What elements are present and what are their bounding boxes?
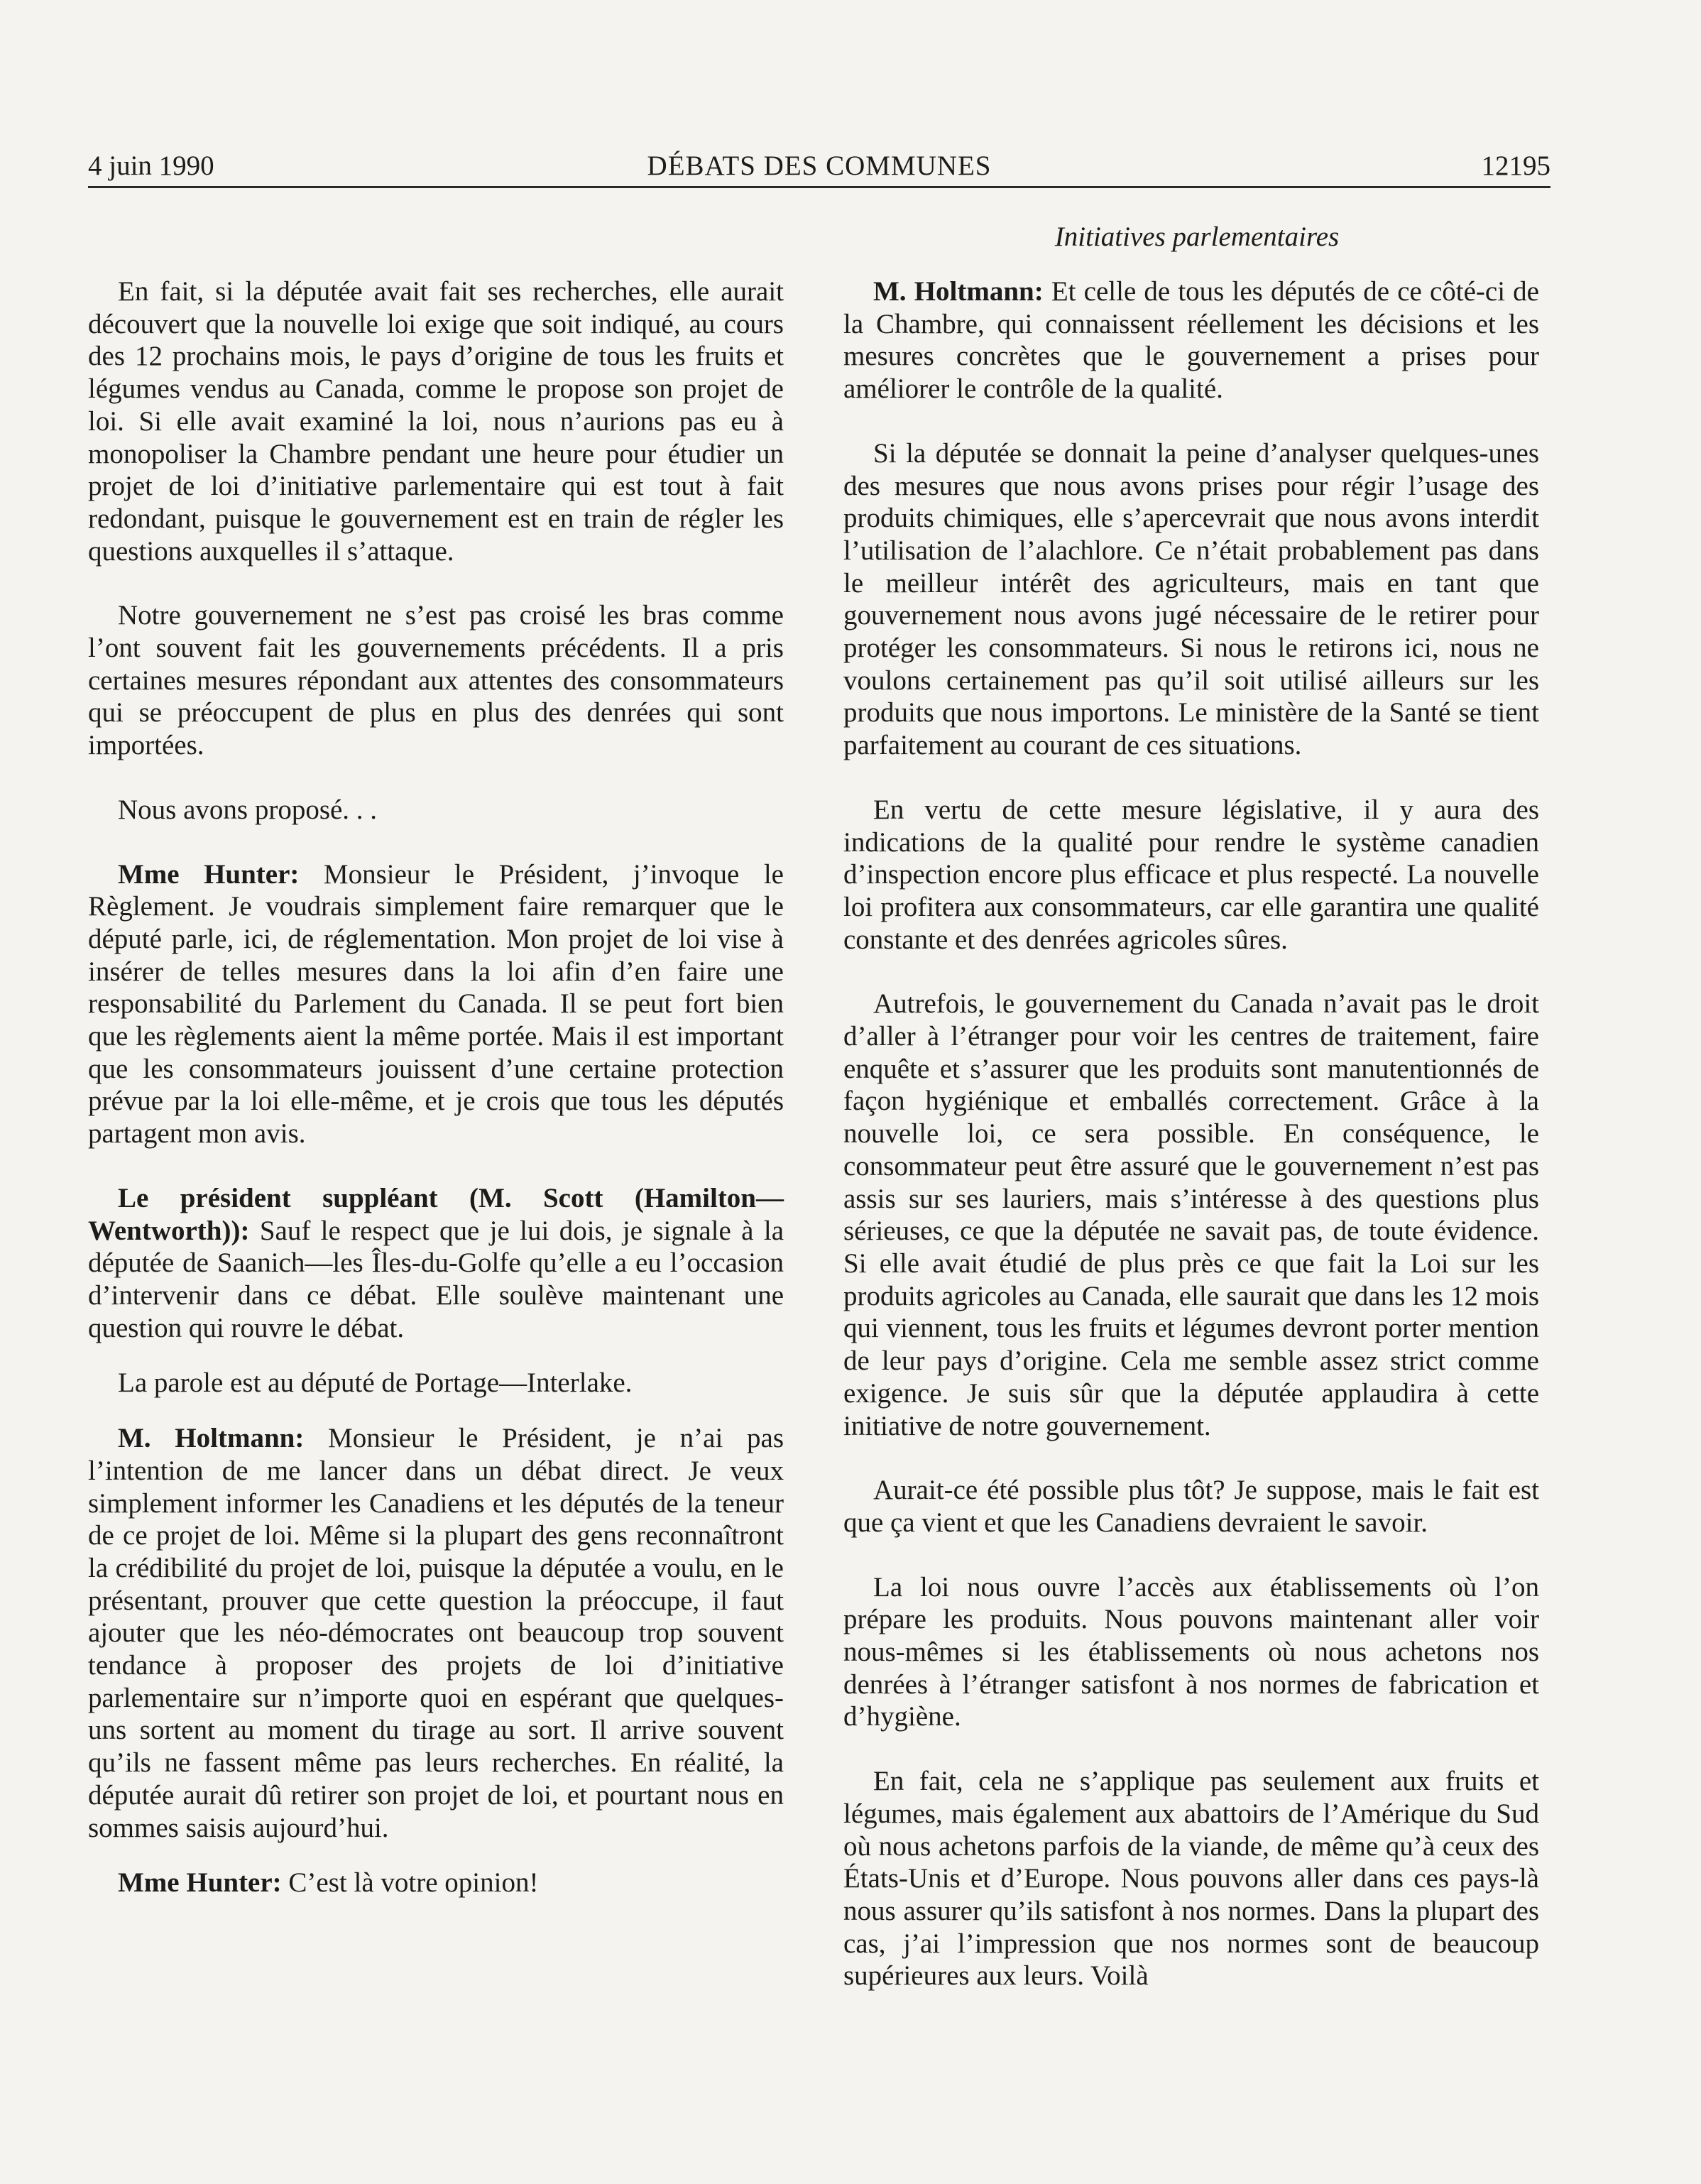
paragraph: En fait, si la députée avait fait ses recherches, elle aurait découvert que la nouvelle loi exige que soit indiqué, au cours des 12 prochains mois, le pays d’origine de tous les fruits et légumes vendus au Canada, comme le propose son projet de loi. Si elle avait examiné la loi, nous n’aurions pas eu à monopoliser la Chambre pendant une heure pour étudier un projet de loi d’initiative parlementaire qui est tout à fait redondant, puisque le gouvernement est en train de régler les questions auxquelles il s’attaque. [88,276,784,567]
paragraph: La loi nous ouvre l’accès aux établissements où l’on prépare les produits. Nous pouvons maintenant aller voir nous-mêmes si les établissements où nous achetons nos denrées à l’étranger satisfont à nos normes de fabrication et d’hygiène. [843,1571,1539,1732]
paragraph: Notre gouvernement ne s’est pas croisé les bras comme l’ont souvent fait les gouvernements précédents. Il a pris certaines mesures répondant aux attentes des consommateurs qui se préoccupent de plus en plus des denrées qui sont importées. [88,600,784,761]
paragraph: En fait, cela ne s’applique pas seulement aux fruits et légumes, mais également aux abattoirs de l’Amérique du Sud où nous achetons parfois de la viande, de même qu’à ceux des États-Unis et d’Europe. Nous pouvons aller dans ces pays-là nous assurer qu’ils satisfont à nos normes. Dans la plupart des cas, j’ai l’impression que nos normes sont de beaucoup supérieures aux leurs. Voilà [843,1766,1539,1992]
paragraph: M. Holtmann: Et celle de tous les députés de ce côté-ci de la Chambre, qui connaissent réellement les décisions et les mesures concrètes que le gouvernement a prises pour améliorer le contrôle de la qualité. [843,276,1539,405]
speaker-name: Le président suppléant (M. Scott (Hamilton—Wentworth)): [88,1182,784,1246]
left-column [88,275,784,1931]
paragraph: Le président suppléant (M. Scott (Hamilton—Wentworth)): Sauf le respect que je lui dois, je signale à la députée de Saanich—les Îles-du-Golfe qu’elle a eu l’occasion d’intervenir dans ce débat. Elle soulève maintenant une question qui rouvre le débat. [88,1182,784,1343]
header-title: DÉBATS DES COMMUNES [647,151,992,181]
speaker-name: Mme Hunter: [118,858,300,890]
header-date: 4 juin 1990 [88,151,214,181]
paragraph: M. Holtmann: Monsieur le Président, je n’ai pas l’intention de me lancer dans un débat direct. Je veux simplement informer les Canadiens et les députés de la teneur de ce projet de loi. Même si la plupart des gens reconnaîtront la crédibilité du projet de loi, puisque la députée a voulu, en le présentant, prouver que cette question la préoccupe, il faut ajouter que les néo-démocrates ont beaucoup trop souvent tendance à proposer des projets de loi d’initiative parlementaire sur n’importe quoi en espérant que quelques-uns sortent au moment du tirage au sort. Il arrive souvent qu’ils ne fassent même pas leurs recherches. En réalité, la députée aurait dû retirer son projet de loi, et pourtant nous en sommes saisis aujourd’hui. [88,1423,784,1843]
paragraph: Nous avons proposé. . . [118,794,378,825]
paragraph: Mme Hunter: Monsieur le Président, j’invoque le Règlement. Je voudrais simplement faire remarquer que le député parle, ici, de réglementation. Mon projet de loi vise à insérer de telles mesures dans la loi afin d’en faire une responsabilité du Parlement du Canada. Il se peut fort bien que les règlements aient la même portée. Mais il est important que les consommateurs jouissent d’une certaine protection prévue par la loi elle-même, et je crois que tous les députés partagent mon avis. [88,858,784,1150]
paragraph: Autrefois, le gouvernement du Canada n’avait pas le droit d’aller à l’étranger pour voir les centres de traitement, faire enquête et s’assurer que les produits sont manutentionnés de façon hygiénique et emballés correctement. Grâce à la nouvelle loi, ce sera possible. En conséquence, le consommateur peut être assuré que le gouvernement n’est pas assis sur ses lauriers, mais s’intéresse à des questions plus sérieuses, ce que la députée ne savait pas, de toute évidence. Si elle avait étudié de plus près ce que fait la Loi sur les produits agricoles au Canada, elle saurait que dans les 12 mois qui viennent, tous les fruits et légumes devront porter mention de leur pays d’origine. Cela me semble assez strict comme exigence. Je suis sûr que la députée applaudira à cette initiative de notre gouvernement. [843,988,1539,1441]
section-label: Initiatives parlementaires [1054,222,1340,252]
page-header [88,146,1550,188]
speaker-name: M. Holtmann: [118,1423,305,1454]
paragraph: Aurait-ce été possible plus tôt? Je suppose, mais le fait est que ça vient et que les Canadiens devraient le savoir. [843,1475,1539,1538]
paragraph: Mme Hunter: C’est là votre opinion! [118,1867,539,1899]
paragraph: La parole est au député de Portage—Interlake. [118,1367,633,1399]
paragraph: En vertu de cette mesure législative, il y aura des indications de la qualité pour rendre le système canadien d’inspection encore plus efficace et plus respecté. La nouvelle loi profitera aux consommateurs, car elle garantira une qualité constante et des denrées agricoles sûres. [843,794,1539,955]
speaker-name: M. Holtmann: [873,276,1044,307]
speaker-name: Mme Hunter: [118,1867,282,1899]
paragraph: Si la députée se donnait la peine d’analyser quelques-unes des mesures que nous avons prises pour régir l’usage des produits chimiques, elle s’apercevrait que nous avons interdit l’utilisation de l’alachlore. Ce n’était probablement pas dans le meilleur intérêt des agriculteurs, mais en tant que gouvernement nous avons jugé nécessaire de le retirer pour protéger les consommateurs. Si nous le retirons ici, nous ne voulons certainement pas qu’il soit utilisé ailleurs sur les produits que nous importons. Le ministère de la Santé se tient parfaitement au courant de ces situations. [843,437,1539,761]
page-number: 12195 [1481,151,1550,181]
right-column [843,275,1539,2024]
